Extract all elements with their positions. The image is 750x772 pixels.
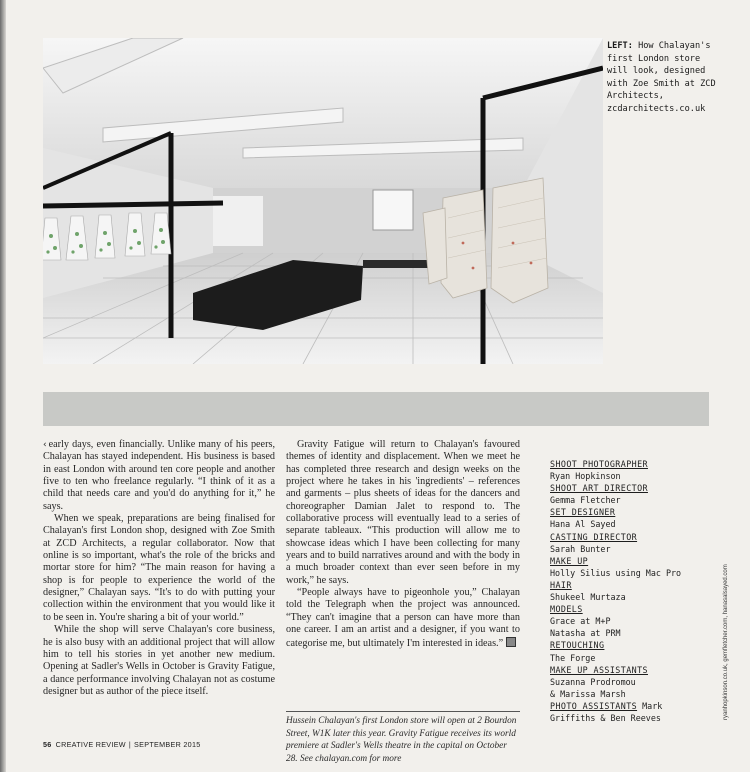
- page-binding-edge: [0, 0, 6, 772]
- continuation-mark-icon: ‹: [43, 440, 47, 450]
- store-interior-illustration: [43, 38, 603, 364]
- credit-name: Griffiths & Ben Reeves: [550, 712, 661, 723]
- credit-role: SET DESIGNER: [550, 507, 616, 518]
- note-divider: [286, 711, 520, 712]
- shoot-credits: [550, 458, 715, 724]
- credit-name: Shukeel Murtaza: [550, 592, 626, 603]
- credit-role: MAKE UP: [550, 555, 589, 566]
- back-window: [373, 190, 413, 230]
- credit-name: Ryan Hopkinson: [550, 471, 621, 482]
- show-through-shadow: [640, 200, 720, 340]
- paragraph: Gravity Fatigue will return to Chalayan's favoured themes of identity and displacement. When we meet he has completed three research and design weeks on the project where he takes in his 'ingredients' – references and garments – plus sheets of ideas for the dancers and choreographer Damian Jalet to respond to. The collaborative process will eventually lead to a series of separate tableaux. “This production will allow me to showcase ideas which I have been collecting for many years and to build narratives around and with the body in a much broader context than ever seen before in my work,” he says.: [286, 439, 520, 586]
- magazine-name: CREATIVE REVIEW: [55, 740, 126, 749]
- credit-role: MAKE UP ASSISTANTS: [550, 664, 648, 675]
- footer-separator: |: [128, 740, 132, 749]
- credit-name: Sarah Bunter: [550, 543, 611, 554]
- credit-name: Holly Silius using Mac Pro: [550, 567, 682, 578]
- page-footer: [43, 740, 201, 749]
- paragraph: “People always have to pigeonhole you,” Chalayan told the Telegraph when the project was announced. “They can't imagine that a person can have more than one career. I am an artist and a designer, if you want to categorise me, but ultimately I'm interested in ideas.”: [286, 587, 520, 649]
- paragraph: ‹ early days, even financially. Unlike many of his peers, Chalayan has stayed independent. His business is based in east London with around ten core people and another five to ten who freelance regularly. “I think of it as a child that needs care and you'd do anything for it,” he says.: [43, 439, 275, 512]
- body-column-1: [43, 439, 275, 698]
- store-rendering-photo: [43, 38, 603, 364]
- credit-name: & Marissa Marsh: [550, 688, 626, 699]
- credit-role: CASTING DIRECTOR: [550, 531, 638, 542]
- credit-name: Natasha at PRM: [550, 628, 621, 639]
- grey-band: [43, 392, 709, 426]
- credit-role: SHOOT ART DIRECTOR: [550, 483, 648, 494]
- credit-name: Grace at M+P: [550, 616, 611, 627]
- credit-role: HAIR: [550, 579, 572, 590]
- paragraph: When we speak, preparations are being finalised for Chalayan's first London shop, designed with Zoe Smith at ZCD Architects, a regular collaborator. Now that online is so important, what's the role of the bricks and mortar store for him? “The main reason for having a shop is for people to experience the world of the designer,” Chalayan says. “It's to do with putting your collection within the environment that you would like it to be seen in. You're sharing a bit of your world.”: [43, 513, 275, 623]
- caption-lead: LEFT:: [607, 41, 633, 51]
- credit-name: Mark: [642, 700, 663, 711]
- photo-caption: [607, 40, 719, 116]
- body-column-2: [286, 439, 520, 650]
- credit-name: Suzanna Prodromou: [550, 676, 636, 687]
- credit-role: RETOUCHING: [550, 640, 605, 651]
- page-number: 56: [43, 740, 52, 749]
- paragraph: While the shop will serve Chalayan's core business, he is also busy with an additional project that will allow him to tell his stories in yet another new medium. Opening at Sadler's Wells in October is Gravity Fatigue, a dance performance involving Chalayan not as costume designer but as author of the piece itself.: [43, 624, 275, 697]
- issue-date: SEPTEMBER 2015: [134, 740, 201, 749]
- store-note: Hussein Chalayan's first London store will open at 2 Bourdon Street, W1K later this year. Gravity Fatigue receives its world premiere at Sadler's Wells theatre in the capital on October 28. See chalayan.com for more: [286, 716, 517, 764]
- vertical-photo-credit: ryanhopkinson.co.uk, gemfletcher.com, hanasalsayed.com: [723, 564, 729, 720]
- credit-name: Gemma Fletcher: [550, 495, 621, 506]
- credit-name: Hana Al Sayed: [550, 519, 616, 530]
- credit-name: The Forge: [550, 652, 596, 663]
- credit-role: SHOOT PHOTOGRAPHER: [550, 459, 648, 469]
- end-mark-icon: [506, 637, 516, 647]
- credit-role: PHOTO ASSISTANTS: [550, 700, 638, 711]
- credit-role: MODELS: [550, 604, 583, 615]
- caption-text: How Chalayan's first London store will look, designed with Zoe Smith at ZCD Architects, zcdarchitects.co.uk: [607, 41, 716, 114]
